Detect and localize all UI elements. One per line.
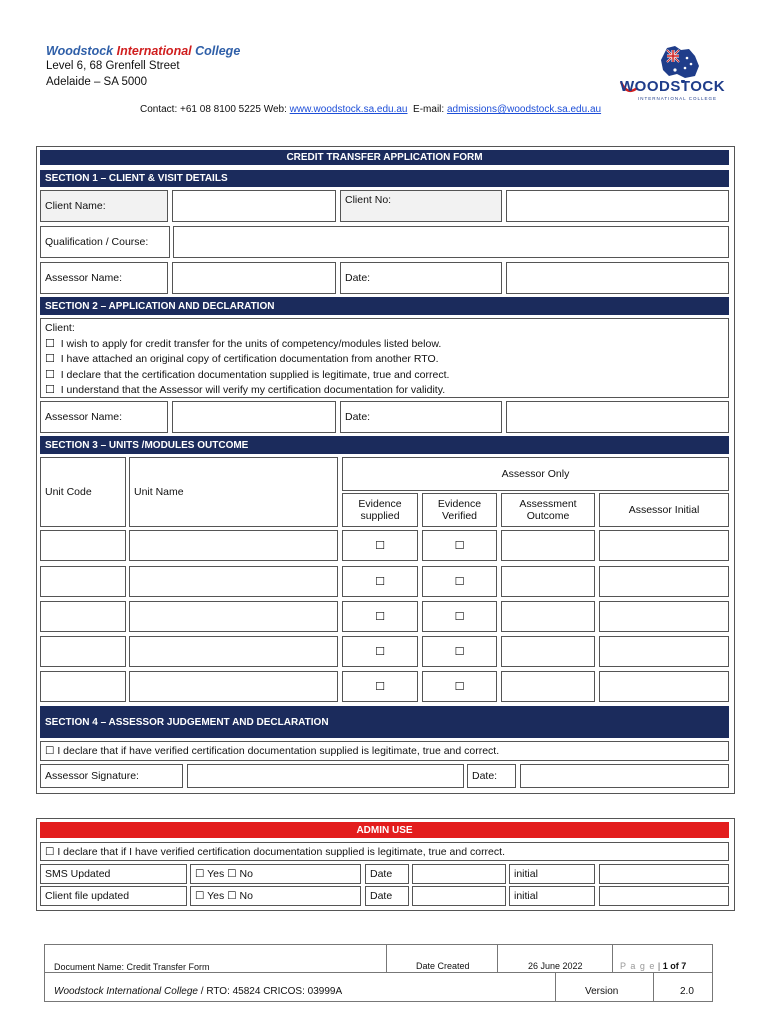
unit-name-cell[interactable]: [129, 636, 338, 667]
address-line-1: Level 6, 68 Grenfell Street: [46, 60, 180, 72]
checkbox-icon[interactable]: ☐: [45, 368, 55, 381]
footer-page-number: [620, 961, 686, 971]
unit-code-cell[interactable]: [40, 636, 126, 667]
checkbox-icon[interactable]: ☐: [375, 540, 385, 552]
evidence-supplied-cell[interactable]: [342, 671, 418, 702]
checkbox-icon[interactable]: ☐: [454, 576, 465, 588]
evidence-verified-cell[interactable]: [422, 601, 497, 632]
assessment-outcome-cell[interactable]: [501, 636, 595, 667]
footer-page-current: 1: [662, 961, 668, 971]
checkbox-icon[interactable]: ☐: [454, 681, 465, 693]
evidence-supplied-cell[interactable]: [342, 530, 418, 561]
declaration-text: I have attached an original copy of certification documentation from another RTO.: [60, 353, 439, 365]
assessor-initial-cell[interactable]: [599, 601, 729, 632]
assessor-name-input-s2[interactable]: [172, 401, 336, 433]
date-label-s1: Date:: [340, 262, 502, 294]
checkbox-icon[interactable]: ☐: [375, 576, 385, 588]
assessor-declaration-checkbox[interactable]: ☐ I declare that if have verified certification documentation supplied is legitimate, true and correct.: [40, 741, 729, 761]
checkbox-icon[interactable]: ☐: [454, 540, 465, 552]
sms-date-input[interactable]: [412, 864, 506, 884]
logo-subtitle: INTERNATIONAL COLLEGE: [638, 96, 718, 101]
declaration-text: I understand that the Assessor will verify my certification documentation for validity.: [60, 384, 446, 396]
footer-date-created-label: Date Created: [416, 961, 470, 971]
footer-page-total: of 7: [670, 961, 687, 971]
date-input-s1[interactable]: [506, 262, 729, 294]
unit-code-cell[interactable]: [40, 601, 126, 632]
unit-name-cell[interactable]: [129, 530, 338, 561]
declaration-block: [40, 318, 729, 398]
admin-use-heading: ADMIN USE: [40, 822, 729, 838]
form-title: CREDIT TRANSFER APPLICATION FORM: [40, 150, 729, 165]
evidence-verified-line1: Evidence: [437, 498, 482, 510]
footer-page-label: P a g e: [620, 961, 656, 971]
client-file-date-input[interactable]: [412, 886, 506, 906]
declaration-item[interactable]: [45, 368, 449, 384]
checkbox-icon[interactable]: ☐: [375, 646, 385, 658]
declaration-text: I wish to apply for credit transfer for the units of competency/modules listed below.: [60, 337, 442, 350]
sms-updated-label: SMS Updated: [40, 864, 187, 884]
evidence-verified-cell[interactable]: [422, 530, 497, 561]
assessor-initial-cell[interactable]: [599, 636, 729, 667]
assessment-outcome-cell[interactable]: [501, 530, 595, 561]
client-no-label: Client No:: [340, 190, 502, 222]
date-input-s2[interactable]: [506, 401, 729, 433]
evidence-supplied-cell[interactable]: [342, 566, 418, 597]
assessment-outcome-line1: Assessment: [519, 498, 577, 510]
client-label: Client:: [45, 322, 75, 334]
unit-code-cell[interactable]: [40, 530, 126, 561]
college-name-part2: International: [116, 44, 192, 58]
footer-rto-cricos: / RTO: 45824 CRICOS: 03999A: [197, 986, 343, 997]
admin-declaration-checkbox[interactable]: ☐ I declare that if I have verified certification documentation supplied is legitimate, true and correct.: [40, 842, 729, 861]
college-name-part1: Woodstock: [46, 44, 114, 58]
qualification-input[interactable]: [173, 226, 729, 258]
footer-page-separator: |: [657, 961, 661, 971]
client-file-yes-no[interactable]: ☐ Yes ☐ No: [190, 886, 361, 906]
college-name-part3: College: [195, 44, 241, 58]
logo-wordmark: WOODSTOCK: [620, 78, 726, 95]
section3-heading: SECTION 3 – UNITS /MODULES OUTCOME: [40, 436, 729, 454]
college-name: [46, 44, 240, 58]
assessment-outcome-cell[interactable]: [501, 566, 595, 597]
client-file-updated-label: Client file updated: [40, 886, 187, 906]
evidence-supplied-cell[interactable]: [342, 636, 418, 667]
evidence-supplied-line1: Evidence: [358, 498, 402, 510]
assessor-name-label-s2: Assessor Name:: [40, 401, 168, 433]
assessor-initial-cell[interactable]: [599, 566, 729, 597]
evidence-verified-line2: Verified: [441, 510, 478, 522]
client-name-input[interactable]: [172, 190, 336, 222]
assessment-outcome-cell[interactable]: [501, 671, 595, 702]
footer-college-rto: [54, 986, 342, 997]
client-file-date-label: Date: [365, 886, 409, 906]
client-file-initial-input[interactable]: [599, 886, 729, 906]
assessor-name-label-s1: Assessor Name:: [40, 262, 168, 294]
date-label-s4: Date:: [467, 764, 516, 788]
unit-code-header: Unit Code: [40, 457, 126, 527]
footer-date-created: 26 June 2022: [528, 961, 583, 971]
contact-line: [140, 104, 601, 115]
section1-heading: SECTION 1 – CLIENT & VISIT DETAILS: [40, 170, 729, 187]
section4-heading: SECTION 4 – ASSESSOR JUDGEMENT AND DECLARATION: [40, 706, 729, 738]
assessor-signature-input[interactable]: [187, 764, 464, 788]
unit-code-cell[interactable]: [40, 566, 126, 597]
assessor-initial-cell[interactable]: [599, 671, 729, 702]
footer-document-name: Document Name: Credit Transfer Form: [54, 962, 210, 972]
assessor-name-input-s1[interactable]: [172, 262, 336, 294]
client-no-input[interactable]: [506, 190, 729, 222]
evidence-verified-cell[interactable]: [422, 566, 497, 597]
declaration-text: I declare that the certification documentation supplied is legitimate, true and correct.: [60, 368, 450, 381]
unit-code-cell[interactable]: [40, 671, 126, 702]
assessor-signature-label: Assessor Signature:: [40, 764, 183, 788]
assessment-outcome-header: [501, 493, 595, 527]
unit-name-cell[interactable]: [129, 671, 338, 702]
declaration-item[interactable]: [45, 337, 441, 353]
evidence-verified-cell[interactable]: [422, 636, 497, 667]
section2-heading: SECTION 2 – APPLICATION AND DECLARATION: [40, 297, 729, 315]
qualification-label: Qualification / Course:: [40, 226, 170, 258]
client-file-initial-label: initial: [509, 886, 595, 906]
evidence-supplied-cell[interactable]: [342, 601, 418, 632]
assessment-outcome-line2: Outcome: [526, 510, 570, 522]
footer-version-label: Version: [585, 986, 619, 997]
checkbox-icon[interactable]: ☐: [454, 646, 465, 658]
website-link[interactable]: www.woodstock.sa.edu.au: [289, 104, 408, 115]
footer-college-name: Woodstock International College: [54, 986, 198, 997]
checkbox-icon[interactable]: ☐: [45, 353, 55, 365]
checkbox-icon[interactable]: ☐: [375, 681, 385, 693]
evidence-supplied-line2: supplied: [360, 510, 400, 522]
checkbox-icon[interactable]: ☐: [45, 337, 55, 350]
unit-name-cell[interactable]: [129, 601, 338, 632]
assessor-initial-header: Assessor Initial: [599, 493, 729, 527]
declaration-item[interactable]: [45, 352, 439, 368]
sms-initial-input[interactable]: [599, 864, 729, 884]
date-label-s2: Date:: [340, 401, 502, 433]
assessor-initial-cell[interactable]: [599, 530, 729, 561]
client-name-label: Client Name:: [40, 190, 168, 222]
checkbox-icon[interactable]: ☐: [45, 384, 55, 396]
unit-name-cell[interactable]: [129, 566, 338, 597]
evidence-verified-cell[interactable]: [422, 671, 497, 702]
email-prefix: E-mail:: [407, 104, 447, 115]
assessor-only-header: Assessor Only: [342, 457, 729, 491]
date-input-s4[interactable]: [520, 764, 729, 788]
sms-initial-label: initial: [509, 864, 595, 884]
assessment-outcome-cell[interactable]: [501, 601, 595, 632]
contact-prefix: Contact: +61 08 8100 5225 Web:: [140, 104, 290, 115]
evidence-supplied-header: [342, 493, 418, 527]
checkbox-icon[interactable]: ☐: [375, 611, 385, 623]
address-line-2: Adelaide – SA 5000: [46, 76, 148, 88]
checkbox-icon[interactable]: ☐: [454, 611, 465, 623]
sms-updated-yes-no[interactable]: ☐ Yes ☐ No: [190, 864, 361, 884]
evidence-verified-header: [422, 493, 497, 527]
email-link[interactable]: admissions@woodstock.sa.edu.au: [446, 104, 602, 115]
footer-version: 2.0: [680, 986, 694, 997]
sms-date-label: Date: [365, 864, 409, 884]
declaration-item[interactable]: [45, 383, 445, 398]
unit-name-header: Unit Name: [129, 457, 338, 527]
